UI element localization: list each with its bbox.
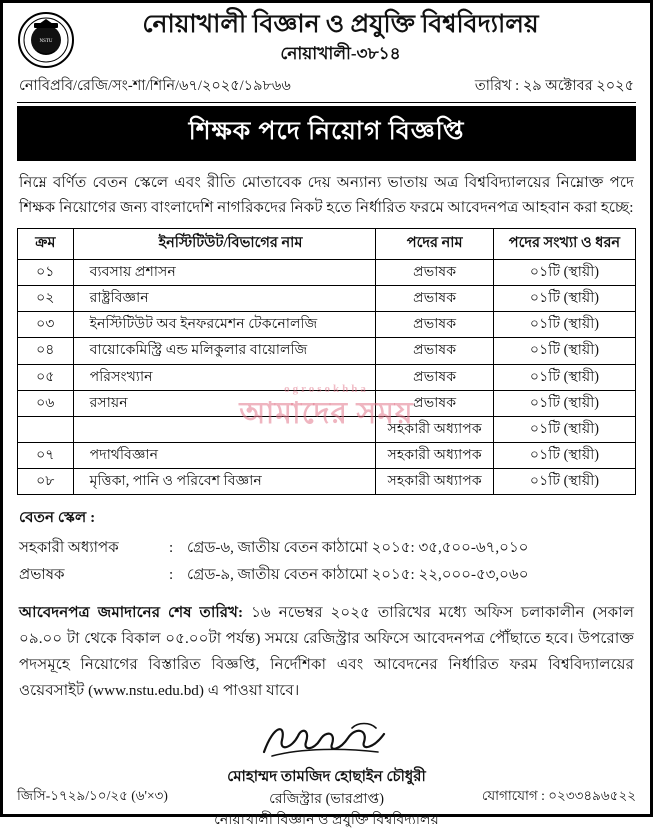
column-header-count: পদের সংখ্যা ও ধরন [493, 229, 635, 260]
table-row [18, 285, 636, 311]
header-divider [17, 102, 636, 103]
pay-scale-title: বেতন স্কেল : [19, 509, 96, 527]
cell-serial: ০৩ [18, 312, 74, 338]
table-row [18, 390, 636, 416]
pay-colon: : [169, 566, 174, 583]
cell-department: রাষ্ট্রবিজ্ঞান [73, 285, 376, 311]
cell-count: ০১টি (স্থায়ী) [493, 285, 635, 311]
table-row [18, 338, 636, 364]
cell-post: সহকারী অধ্যাপক [376, 416, 493, 442]
deadline-label: আবেদনপত্র জমাদানের শেষ তারিখ: [19, 603, 244, 621]
intro-paragraph: নিম্নে বর্ণিত বেতন স্কেলে এবং রীতি মোতাবেক দেয় অন্যান্য ভাতায় অত্র বিশ্ববিদ্যালয়ের নিম্নোক্ত পদে শিক্ষক নিয়োগের জন্য বাংলাদেশি নাগরিকদের নিকট হতে নির্ধারিত ফরমে আবেদনপত্র আহবান করা হচ্ছে: [19, 174, 634, 216]
cell-post: সহকারী অধ্যাপক [376, 469, 493, 495]
deadline-text: ১৬ নভেম্বর ২০২৫ তারিখের মধ্যে অফিস চলাকালীন (সকাল ০৯.০০ টা থেকে বিকাল ০৫.০০টা পর্যন্ত) সময়ে রেজিস্ট্রার অফিসে আবেদনপত্র পৌঁছাতে হবে। উপরোক্ত পদসমূহে নিয়োগের বিস্তারিত বিজ্ঞপ্তি, নির্দেশিকা এবং আবেদনের নির্ধারিত ফরম বিশ্ববিদ্যালয়ের ওয়েবসাইট (www.nstu.edu.bd) এ পাওয়া যাবে। [19, 603, 635, 700]
university-seal-icon [17, 11, 75, 69]
memo-row [17, 75, 636, 102]
cell-count: ০১টি (স্থায়ী) [493, 259, 635, 285]
memo-date: তারিখ : ২৯ অক্টোবর ২০২৫ [474, 78, 634, 94]
cell-department-empty [73, 416, 376, 442]
signature-block [17, 718, 636, 830]
cell-department: ব্যবসায় প্রশাসন [73, 259, 376, 285]
cell-department: মৃত্তিকা, পানি ও পরিবেশ বিজ্ঞান [73, 469, 376, 495]
column-header-department: ইনস্টিটিউট/বিভাগের নাম [73, 229, 376, 260]
university-name: নোয়াখালী বিজ্ঞান ও প্রযুক্তি বিশ্ববিদ্যালয় [142, 11, 539, 38]
signatory-designation: রেজিস্ট্রার (ভারপ্রাপ্ত) [269, 791, 384, 808]
pay-label: প্রভাষক [19, 566, 65, 583]
signatory-organization: নোয়াখালী বিজ্ঞান ও প্রযুক্তি বিশ্ববিদ্যালয় [214, 811, 439, 828]
table-row [18, 312, 636, 338]
university-address: নোয়াখালী-৩৮১৪ [280, 44, 401, 63]
cell-count: ০১টি (স্থায়ী) [493, 364, 635, 390]
cell-department: ইনস্টিটিউট অব ইনফরমেশন টেকনোলজি [73, 312, 376, 338]
cell-department: বায়োকেমিস্ট্রি এন্ড মলিকুলার বায়োলজি [73, 338, 376, 364]
cell-post: প্রভাষক [376, 259, 493, 285]
cell-post: প্রভাষক [376, 338, 493, 364]
watermark-text: আমাদের সময় [239, 397, 414, 430]
cell-serial: ০২ [18, 285, 74, 311]
table-row [18, 364, 636, 390]
table-row [18, 443, 636, 469]
cell-count: ০১টি (স্থায়ী) [493, 338, 635, 364]
table-header-row [18, 229, 636, 260]
cell-count: ০১টি (স্থায়ী) [493, 416, 635, 442]
pay-value: গ্রেড-৬, জাতীয় বেতন কাঠামো ২০১৫: ৩৫,৫০০-৬৭,০১০ [187, 540, 529, 557]
cell-serial: ০৮ [18, 469, 74, 495]
cell-count: ০১টি (স্থায়ী) [493, 312, 635, 338]
footer-contact: যোগাযোগ : ০২৩৩৪৯৬৫২২ [481, 788, 636, 803]
pay-label: সহকারী অধ্যাপক [19, 540, 119, 557]
cell-post: প্রভাষক [376, 285, 493, 311]
cell-serial: ০১ [18, 259, 74, 285]
pay-value: গ্রেড-৯, জাতীয় বেতন কাঠামো ২০১৫: ২২,০০০-৫৩,০৬০ [187, 566, 529, 583]
cell-post: প্রভাষক [376, 312, 493, 338]
cell-serial: ০৪ [18, 338, 74, 364]
cell-department: রসায়ন [73, 390, 376, 416]
cell-serial: ০৭ [18, 443, 74, 469]
cell-serial-empty [18, 416, 74, 442]
cell-serial: ০৬ [18, 390, 74, 416]
cell-count: ০১টি (স্থায়ী) [493, 443, 635, 469]
cell-department: পদার্থবিজ্ঞান [73, 443, 376, 469]
vacancy-table [17, 228, 636, 495]
document-header [17, 9, 636, 69]
cell-count: ০১টি (স্থায়ী) [493, 469, 635, 495]
column-header-serial: ক্রম [18, 229, 74, 260]
cell-serial: ০৫ [18, 364, 74, 390]
column-header-post: পদের নাম [376, 229, 493, 260]
pay-colon: : [169, 540, 174, 557]
document-footer [17, 785, 636, 808]
cell-post: সহকারী অধ্যাপক [376, 443, 493, 469]
table-row [18, 469, 636, 495]
cell-post: প্রভাষক [376, 364, 493, 390]
footer-reference-code: জিসি-১৭২৯/১০/২৫ (৬'×৩) [17, 788, 168, 803]
table-row-extra [18, 416, 636, 442]
pay-row-assistant-professor [19, 535, 636, 561]
pay-row-lecturer [19, 562, 636, 588]
title-block [85, 11, 636, 69]
notice-banner-title: শিক্ষক পদে নিয়োগ বিজ্ঞপ্তি [17, 106, 636, 161]
svg-text:NSTU: NSTU [39, 39, 53, 44]
cell-department: পরিসংখ্যান [73, 364, 376, 390]
deadline-paragraph [19, 600, 634, 705]
memo-number: নোবিপ্রবি/রেজি/সং-শা/শিনি/৬৭/২০২৫/১৯৮৬৬ [19, 78, 291, 94]
cell-post: প্রভাষক [376, 390, 493, 416]
handwritten-signature-icon [252, 718, 402, 764]
watermark-small-text: ogrosokhha [284, 383, 369, 395]
cell-count: ০১টি (স্থায়ী) [493, 390, 635, 416]
table-row [18, 259, 636, 285]
signatory-name: মোহাম্মদ তামজিদ হোছাইন চৌধুরী [227, 769, 426, 786]
